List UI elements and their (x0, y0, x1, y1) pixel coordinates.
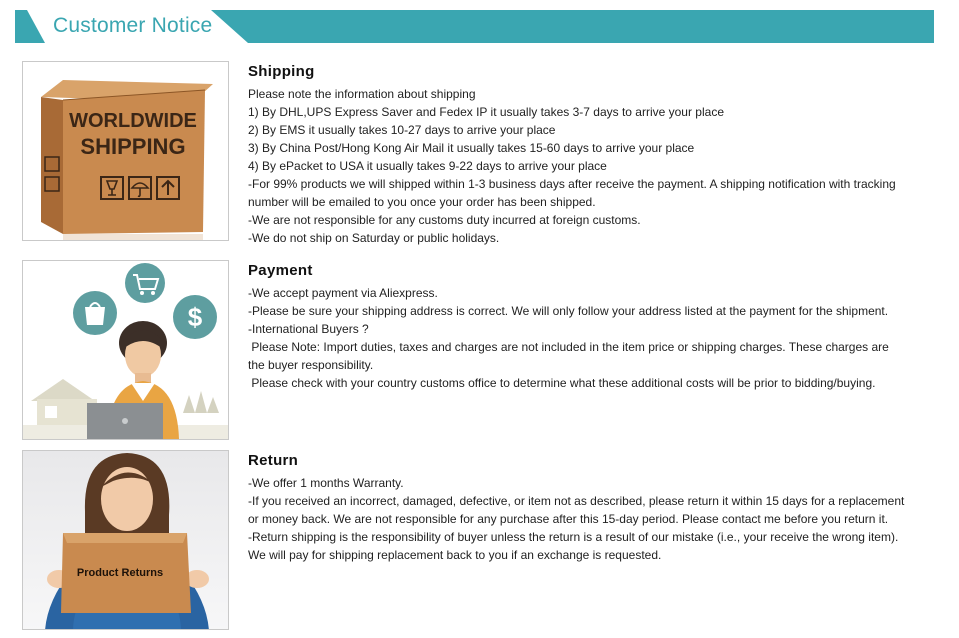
shipping-line: 2) By EMS it usually takes 10-27 days to arrive your place (248, 123, 556, 137)
shopping-bag-icon (73, 291, 117, 335)
shipping-image (22, 61, 229, 241)
payment-line: -Please be sure your shipping address is correct. We will only follow your address listed at the payment for the shipment. (248, 304, 889, 318)
return-box-label: Product Returns (76, 567, 164, 579)
return-line: We will pay for shipping replacement back to you if an exchange is requested. (248, 548, 662, 562)
payment-heading: Payment (248, 262, 313, 279)
return-line: -We offer 1 months Warranty. (248, 476, 404, 490)
return-heading: Return (248, 452, 299, 469)
shipping-lines (248, 85, 928, 247)
payment-line: the buyer responsibility. (248, 358, 374, 372)
payment-line: -We accept payment via Aliexpress. (248, 286, 438, 300)
shopping-cart-icon (125, 263, 165, 303)
worldwide-shipping-box-illustration (23, 62, 229, 241)
dollar-icon (173, 295, 217, 339)
shipping-line: -We are not responsible for any customs duty incurred at foreign customs. (248, 213, 641, 227)
payment-content (248, 262, 928, 392)
shipping-image-line1: WORLDWIDE (69, 110, 197, 132)
return-line: -If you received an incorrect, damaged, defective, or item not as described, please return it within 15 days for a replacement (248, 494, 905, 508)
shipping-line: -For 99% products we will shipped within 1-3 business days after receive the payment. A shipping notification with tracking (248, 177, 896, 191)
product-returns-illustration (23, 451, 229, 630)
return-line: or money back. We are not responsible for any purchase after this 15-day period. Please contact me before you return it. (248, 512, 889, 526)
shipping-line: 4) By ePacket to USA it usually takes 9-22 days to arrive your place (248, 159, 607, 173)
shipping-line: 3) By China Post/Hong Kong Air Mail it usually takes 15-60 days to arrive your place (248, 141, 695, 155)
banner-title: Customer Notice (53, 14, 213, 37)
shipping-line: Please note the information about shipping (248, 87, 476, 101)
online-shopping-illustration (23, 261, 229, 440)
shipping-line: number will be emailed to you once your order has been shipped. (248, 195, 596, 209)
svg-text:$: $ (187, 302, 203, 332)
return-lines (248, 474, 928, 564)
return-line: -Return shipping is the responsibility of buyer unless the return is a result of our mistake (i.e., your receive the wrong item). (248, 530, 899, 544)
payment-image (22, 260, 229, 440)
return-content (248, 452, 928, 564)
payment-line: -International Buyers ? (248, 322, 369, 336)
shipping-content (248, 63, 928, 247)
shipping-image-line2: SHIPPING (80, 134, 186, 159)
laptop-icon (87, 403, 163, 439)
shipping-line: 1) By DHL,UPS Express Saver and Fedex IP it usually takes 3-7 days to arrive your place (248, 105, 724, 119)
shipping-line: -We do not ship on Saturday or public holidays. (248, 231, 500, 245)
payment-line: Please check with your country customs office to determine what these additional costs will be prior to bidding/buying. (248, 376, 876, 390)
return-image (22, 450, 229, 630)
payment-lines (248, 284, 928, 392)
payment-line: Please Note: Import duties, taxes and charges are not included in the item price or shipping charges. These charges are (248, 340, 889, 354)
product-returns-box (61, 533, 191, 613)
shipping-heading: Shipping (248, 63, 315, 80)
customer-notice-banner (15, 10, 934, 43)
